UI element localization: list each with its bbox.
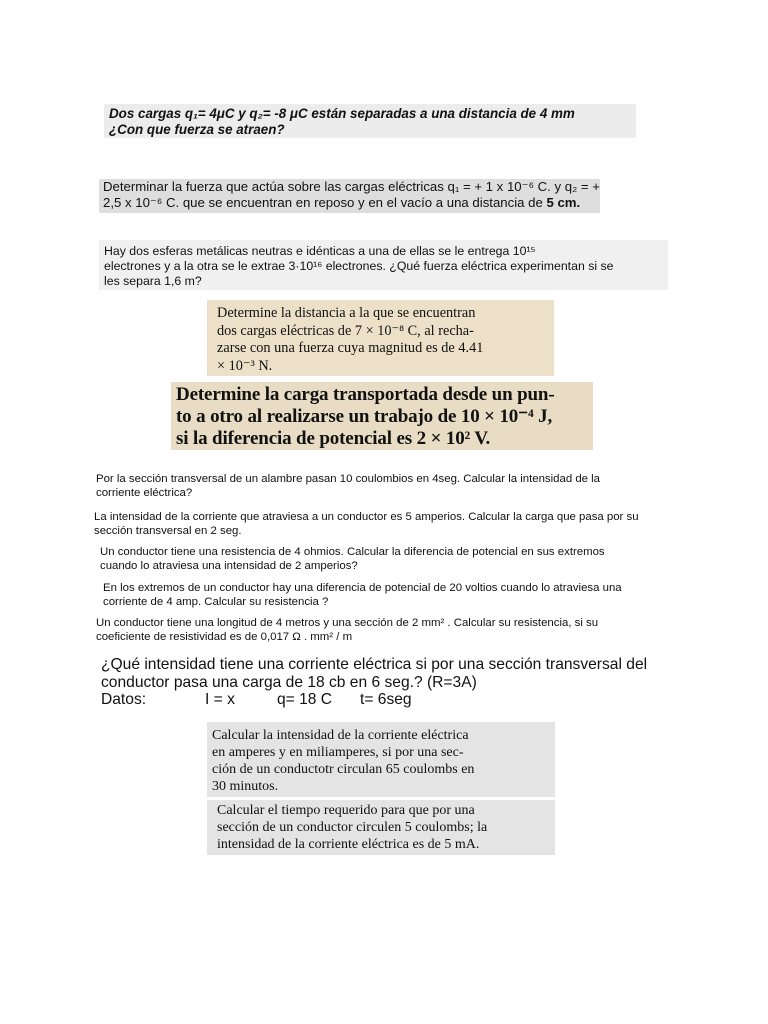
problem-3-line-1: Hay dos esferas metálicas neutras e idénticas a una de ellas se le entrega 10¹⁵ bbox=[104, 244, 536, 258]
problem-2-line-1: Determinar la fuerza que actúa sobre las cargas eléctricas q₁ = + 1 x 10⁻⁶ C. y q₂ = + bbox=[103, 179, 600, 194]
problem-2-line-2 bbox=[103, 195, 600, 211]
problem-12-line-1: Calcular la intensidad de la corriente eléctrica bbox=[212, 728, 469, 743]
problem-10-resistivity bbox=[91, 616, 681, 646]
problem-11-intensity-with-datos bbox=[96, 656, 654, 710]
datos-label: Datos: bbox=[101, 691, 147, 708]
problem-5-line-3: si la diferencia de potencial es 2 × 10² V. bbox=[176, 428, 491, 449]
problem-5-transported-charge bbox=[171, 382, 593, 450]
problem-4-distance-between-charges bbox=[207, 300, 554, 376]
problem-2-distance-bold: 5 cm. bbox=[542, 195, 581, 210]
problem-7-charge-through-section bbox=[89, 510, 681, 540]
problem-8-potential-difference bbox=[95, 545, 681, 575]
problem-9-resistance bbox=[98, 581, 688, 611]
problem-6-line-2: corriente eléctrica? bbox=[96, 487, 193, 499]
problem-11-line-2: conductor pasa una carga de 18 cb en 6 seg.? (R=3A) bbox=[101, 673, 477, 691]
problem-13-line-2: sección de un conductor circulen 5 coulombs; la bbox=[217, 820, 488, 835]
problem-1-line-1: Dos cargas q₁= 4μC y q₂= -8 μC están separadas a una distancia de 4 mm bbox=[109, 106, 575, 121]
datos-time: t= 6seg bbox=[360, 691, 412, 708]
problem-12-line-3: ción de un conductotr circulan 65 coulombs en bbox=[212, 762, 475, 777]
problem-4-line-2: dos cargas eléctricas de 7 × 10⁻⁸ C, al recha- bbox=[217, 322, 474, 339]
problem-10-line-2: coeficiente de resistividad es de 0,017 Ω . mm² / m bbox=[96, 631, 353, 643]
problem-4-line-3: zarse con una fuerza cuya magnitud es de 4.41 bbox=[217, 340, 484, 356]
problem-13-required-time bbox=[207, 800, 555, 855]
problem-4-line-4: × 10⁻³ N. bbox=[217, 357, 273, 374]
problem-10-line-1: Un conductor tiene una longitud de 4 metros y una sección de 2 mm² . Calcular su resistencia, si su bbox=[96, 617, 599, 629]
problem-7-line-1: La intensidad de la corriente que atraviesa a un conductor es 5 amperios. Calcular la carga que pasa por su bbox=[94, 511, 639, 523]
problem-1-line-2: ¿Con que fuerza se atraen? bbox=[109, 122, 285, 137]
problem-12-line-4: 30 minutos. bbox=[212, 779, 279, 794]
problem-2-force-on-charges bbox=[99, 179, 600, 213]
problem-11-line-1: ¿Qué intensidad tiene una corriente eléctrica si por una sección transversal del bbox=[101, 656, 648, 673]
problem-3-line-2: electrones y a la otra se le extrae 3·10¹⁶ electrones. ¿Qué fuerza eléctrica experimentan si se bbox=[104, 259, 614, 273]
problem-3-line-3: les separa 1,6 m? bbox=[104, 274, 202, 288]
problem-6-line-1: Por la sección transversal de un alambre pasan 10 coulombios en 4seg. Calcular la intensidad de la bbox=[96, 473, 601, 485]
problem-9-line-2: corriente de 4 amp. Calcular su resistencia ? bbox=[103, 596, 329, 608]
problem-4-line-1: Determine la distancia a la que se encuentran bbox=[217, 305, 476, 321]
problem-9-line-1: En los extremos de un conductor hay una diferencia de potencial de 20 voltios cuando lo atraviesa una bbox=[103, 582, 622, 594]
problem-6-current-intensity bbox=[91, 472, 681, 504]
problem-8-line-2: cuando lo atraviesa una intensidad de 2 amperios? bbox=[100, 560, 358, 572]
problem-8-line-1: Un conductor tiene una resistencia de 4 ohmios. Calcular la diferencia de potencial en sus extremos bbox=[100, 546, 605, 558]
problem-3-metal-spheres bbox=[99, 240, 668, 290]
problem-13-line-3: intensidad de la corriente eléctrica es de 5 mA. bbox=[217, 837, 480, 852]
problem-7-line-2: sección transversal en 2 seg. bbox=[94, 525, 242, 537]
datos-charge: q= 18 C bbox=[277, 691, 333, 708]
problem-1-coulomb-force bbox=[104, 104, 636, 138]
problem-13-line-1: Calcular el tiempo requerido para que por una bbox=[217, 803, 475, 818]
problem-5-line-2: to a otro al realizarse un trabajo de 10 × 10⁻⁴ J, bbox=[176, 406, 553, 427]
datos-intensity: I = x bbox=[205, 691, 235, 708]
problem-5-line-1: Determine la carga transportada desde un pun- bbox=[176, 384, 555, 405]
problem-2-line-2-text: 2,5 x 10⁻⁶ C. que se encuentran en reposo y en el vacío a una distancia de bbox=[103, 195, 543, 210]
problem-12-line-2: en amperes y en miliamperes, si por una sec- bbox=[212, 745, 464, 760]
datos-row bbox=[101, 691, 654, 709]
problem-12-amperes-milliamperes bbox=[207, 722, 555, 797]
